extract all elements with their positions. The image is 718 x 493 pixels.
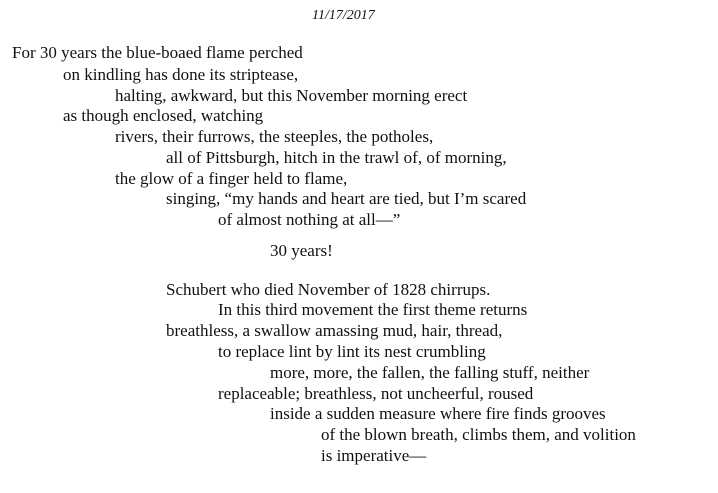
poem-line: is imperative— (321, 446, 427, 465)
poem-line: inside a sudden measure where fire finds grooves (270, 404, 606, 423)
poem-line: on kindling has done its striptease, (63, 65, 299, 84)
poem-line: all of Pittsburgh, hitch in the trawl of, of morning, (166, 148, 507, 167)
poem-line: For 30 years the blue-boaed flame perched (12, 43, 303, 62)
poem-line: rivers, their furrows, the steeples, the potholes, (115, 127, 434, 146)
poem-line: of almost nothing at all—” (218, 210, 401, 229)
poem-line: halting, awkward, but this November morning erect (115, 86, 468, 105)
poem-line: more, more, the fallen, the falling stuff, neither (270, 363, 590, 382)
poem-line: to replace lint by lint its nest crumbling (218, 342, 486, 361)
poem-line: replaceable; breathless, not uncheerful, roused (218, 384, 534, 403)
poem-line: 30 years! (270, 241, 333, 260)
poem-line: In this third movement the first theme returns (218, 300, 528, 319)
poem-line: as though enclosed, watching (63, 106, 264, 125)
poem-line: Schubert who died November of 1828 chirrups. (166, 280, 491, 299)
poem-line: the glow of a finger held to flame, (115, 169, 348, 188)
poem-line: of the blown breath, climbs them, and volition (321, 425, 636, 444)
poem-line: breathless, a swallow amassing mud, hair, thread, (166, 321, 503, 340)
poem-date: 11/17/2017 (312, 8, 375, 23)
poem-line: singing, “my hands and heart are tied, but I’m scared (166, 189, 527, 208)
